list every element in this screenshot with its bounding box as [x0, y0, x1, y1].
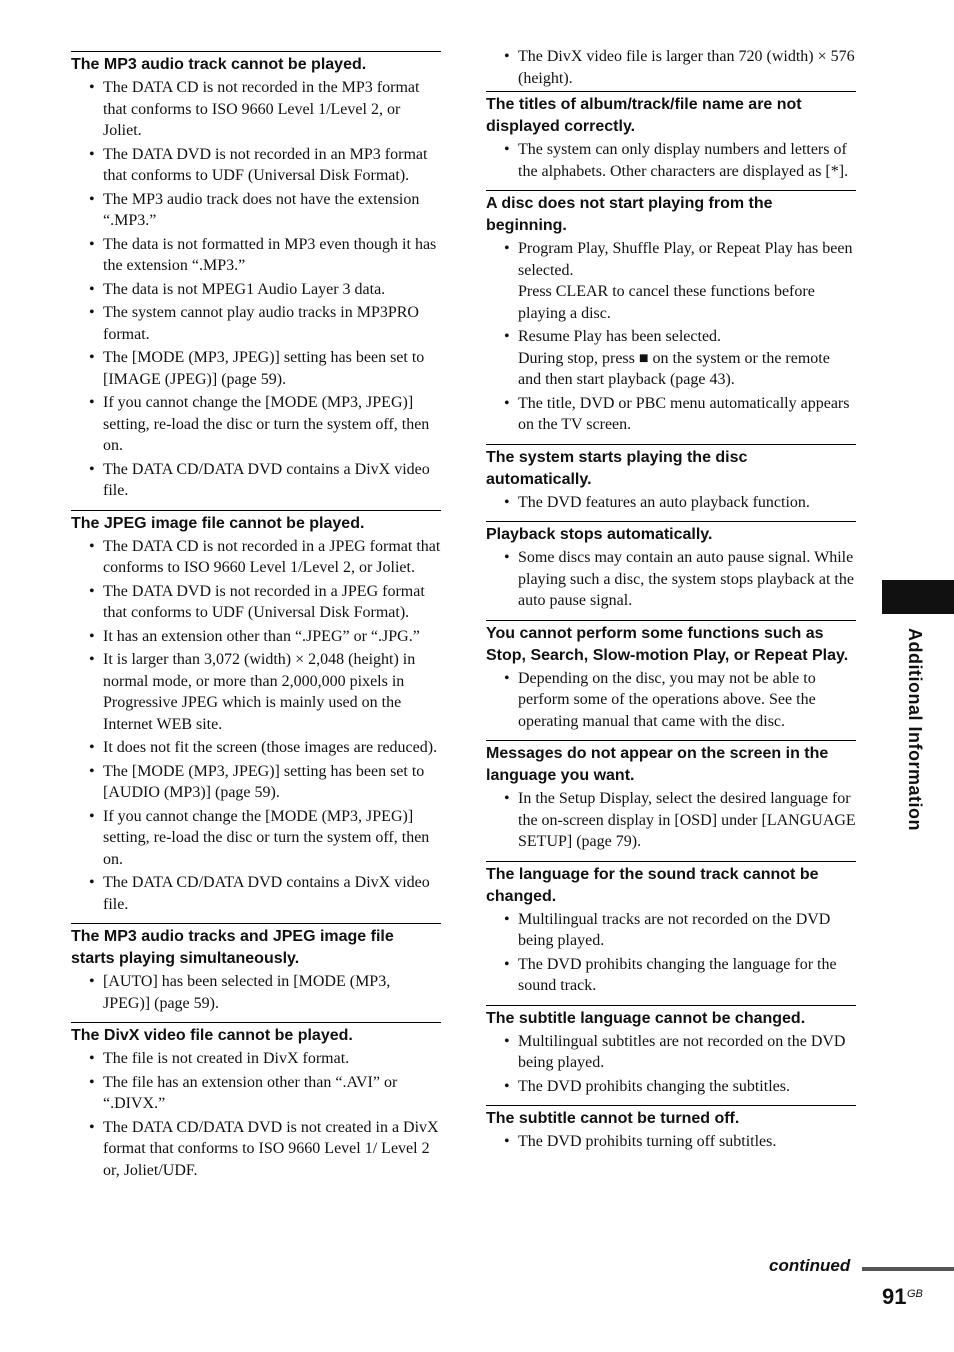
section-list: [71, 77, 441, 502]
continued-label: continued: [769, 1256, 851, 1275]
list-item-text: The DATA DVD is not recorded in an MP3 format that conforms to UDF (Universal Disk Format).: [103, 145, 428, 184]
bullet-icon: •: [89, 190, 95, 208]
bullet-icon: •: [504, 493, 510, 511]
troubleshooting-section: [486, 91, 856, 182]
right-sections: [486, 91, 856, 1153]
bullet-icon: •: [504, 141, 510, 158]
section-heading: The DivX video file cannot be played.: [71, 1027, 353, 1044]
list-item: [71, 1072, 441, 1115]
list-item-text: The MP3 audio track does not have the extension “.MP3.”: [103, 190, 420, 229]
troubleshooting-section: [486, 620, 856, 733]
list-item-text: Resume Play has been selected.: [518, 328, 722, 345]
list-item: [486, 492, 856, 514]
list-item: [71, 806, 441, 871]
list-item-text: The DATA CD/DATA DVD contains a DivX video file.: [103, 460, 430, 499]
bullet-icon: •: [89, 280, 95, 298]
list-item-text: The data is not MPEG1 Audio Layer 3 data.: [103, 280, 386, 298]
bullet-icon: •: [504, 240, 510, 257]
list-item: [71, 279, 441, 301]
left-column: [71, 42, 441, 1189]
list-item-text: The DVD prohibits turning off subtitles.: [518, 1133, 777, 1150]
list-item-text: The DATA CD/DATA DVD contains a DivX video file.: [103, 874, 430, 913]
troubleshooting-section: [486, 444, 856, 514]
bullet-icon: •: [504, 669, 510, 687]
section-heading: The subtitle language cannot be changed.: [486, 1009, 806, 1027]
list-item-text: It is larger than 3,072 (width) × 2,048 (height) in normal mode, or more than 2,000,000 pixels in Progressive JPEG which is mainly used on the Internet WEB site.: [103, 651, 416, 733]
bullet-icon: •: [89, 79, 95, 96]
bullet-icon: •: [504, 328, 510, 345]
bullet-icon: •: [89, 537, 95, 555]
section-list: [486, 547, 856, 612]
section-list: [486, 492, 856, 514]
list-item: [71, 1048, 441, 1070]
list-item: [486, 139, 856, 182]
troubleshooting-section: [486, 521, 856, 612]
bullet-icon: •: [89, 145, 95, 163]
section-heading: The subtitle cannot be turned off.: [486, 1110, 740, 1127]
bullet-icon: •: [504, 394, 510, 412]
section-heading: A disc does not start playing from the beginning.: [486, 195, 773, 234]
section-list: [71, 536, 441, 916]
troubleshooting-section: [71, 510, 441, 916]
list-item: [486, 788, 856, 853]
right-column: [486, 42, 856, 1161]
list-item-text: The [MODE (MP3, JPEG)] setting has been set to [IMAGE (JPEG)] (page 59).: [103, 349, 425, 388]
section-list: [486, 238, 856, 436]
list-item: [71, 581, 441, 624]
list-item-text: The DVD features an auto playback function.: [518, 493, 810, 511]
section-heading: You cannot perform some functions such as Stop, Search, Slow-motion Play, or Repeat Play.: [486, 624, 849, 664]
list-item: [71, 1117, 441, 1182]
list-item: [486, 1031, 856, 1074]
list-item: [486, 1131, 856, 1153]
list-item: [71, 77, 441, 142]
list-item-text: The data is not formatted in MP3 even though it has the extension “.MP3.”: [103, 235, 437, 274]
section-heading: The JPEG image file cannot be played.: [71, 514, 365, 532]
list-item: [486, 954, 856, 997]
troubleshooting-section: [486, 1105, 856, 1153]
list-item-text: In the Setup Display, select the desired language for the on-screen display in [OSD] under [LANGUAGE SETUP] (page 79).: [518, 790, 856, 850]
list-item-text: The system cannot play audio tracks in MP3PRO format.: [103, 304, 419, 343]
list-item-text: The DATA CD/DATA DVD is not created in a DivX format that conforms to ISO 9660 Level 1/ Level 2 or, Joliet/UDF.: [103, 1118, 439, 1179]
troubleshooting-section: [71, 51, 441, 502]
section-heading: The system starts playing the disc automatically.: [486, 448, 748, 488]
section-tab-label: Additional Information: [905, 628, 925, 831]
bullet-icon: •: [89, 349, 95, 366]
section-list: [71, 1048, 441, 1181]
list-item: [71, 144, 441, 187]
bullet-icon: •: [504, 955, 510, 973]
list-item: [71, 392, 441, 457]
list-item: [71, 737, 441, 759]
bullet-icon: •: [504, 1032, 510, 1050]
section-heading: The MP3 audio tracks and JPEG image file starts playing simultaneously.: [71, 928, 394, 967]
section-heading: Messages do not appear on the screen in the language you want.: [486, 745, 829, 784]
list-item: [71, 971, 441, 1014]
troubleshooting-section: [486, 861, 856, 997]
list-item: [486, 46, 856, 89]
list-item-text: The DVD prohibits changing the language for the sound track.: [518, 955, 837, 994]
bullet-icon: •: [89, 1118, 95, 1136]
bullet-icon: •: [89, 460, 95, 478]
section-list: [486, 668, 856, 733]
list-item-text: Depending on the disc, you may not be able to perform some of the operations above. See the operating manual that came with the disc.: [518, 669, 816, 730]
list-item-text: Program Play, Shuffle Play, or Repeat Play has been selected.: [518, 240, 853, 279]
list-item: [486, 668, 856, 733]
list-item-text: It does not fit the screen (those images are reduced).: [103, 739, 438, 756]
list-item-text: The title, DVD or PBC menu automatically appears on the TV screen.: [518, 394, 850, 433]
bullet-icon: •: [89, 973, 95, 990]
right-intro-list: [486, 46, 856, 89]
list-item: [486, 909, 856, 952]
bullet-icon: •: [89, 235, 95, 253]
list-item-text: The system can only display numbers and letters of the alphabets. Other characters are displayed as [*].: [518, 141, 849, 180]
bullet-icon: •: [504, 1133, 510, 1150]
list-item-text: The file has an extension other than “.AVI” or “.DIVX.”: [103, 1073, 398, 1112]
list-item-text: The file is not created in DivX format.: [103, 1050, 350, 1067]
list-item-note: Press CLEAR to cancel these functions before playing a disc.: [518, 283, 815, 322]
troubleshooting-section: [486, 1005, 856, 1098]
bullet-icon: •: [504, 1077, 510, 1095]
list-item-text: The DATA CD is not recorded in the MP3 format that conforms to ISO 9660 Level 1/Level 2, or Joliet.: [103, 79, 420, 139]
list-item-text: The [MODE (MP3, JPEG)] setting has been set to [AUDIO (MP3)] (page 59).: [103, 762, 425, 801]
list-item-text: Multilingual subtitles are not recorded on the DVD being played.: [518, 1032, 846, 1071]
list-item-text: It has an extension other than “.JPEG” or “.JPG.”: [103, 627, 420, 645]
section-heading: The titles of album/track/file name are not displayed correctly.: [486, 96, 802, 135]
bullet-icon: •: [89, 874, 95, 891]
list-item-text: Multilingual tracks are not recorded on the DVD being played.: [518, 910, 831, 949]
troubleshooting-section: [71, 1022, 441, 1181]
list-item: [486, 326, 856, 391]
list-item: [486, 238, 856, 324]
list-item: [71, 626, 441, 648]
list-item: [486, 393, 856, 436]
bullet-icon: •: [89, 651, 95, 668]
list-item: [486, 547, 856, 612]
list-item-text: The DVD prohibits changing the subtitles.: [518, 1077, 790, 1095]
bullet-icon: •: [504, 910, 510, 928]
section-heading: The MP3 audio track cannot be played.: [71, 56, 367, 73]
list-item: [71, 302, 441, 345]
list-item: [71, 872, 441, 915]
section-list: [486, 909, 856, 997]
list-item-text: The DATA CD is not recorded in a JPEG format that conforms to ISO 9660 Level 1/Level 2, or Joliet.: [103, 537, 441, 576]
section-heading: The language for the sound track cannot be changed.: [486, 865, 819, 905]
troubleshooting-section: [71, 923, 441, 1014]
section-list: [486, 139, 856, 182]
list-item-text: The DATA DVD is not recorded in a JPEG format that conforms to UDF (Universal Disk Format).: [103, 582, 425, 621]
list-item-text: [AUTO] has been selected in [MODE (MP3, JPEG)] (page 59).: [103, 973, 391, 1012]
list-item-text: The DivX video file is larger than 720 (width) × 576 (height).: [518, 48, 855, 87]
bullet-icon: •: [89, 762, 95, 780]
section-heading: Playback stops automatically.: [486, 526, 713, 543]
section-list: [486, 1031, 856, 1098]
bullet-icon: •: [89, 627, 95, 645]
section-list: [486, 788, 856, 853]
bullet-icon: •: [89, 582, 95, 600]
bullet-icon: •: [504, 48, 510, 65]
bullet-icon: •: [89, 807, 95, 825]
bullet-icon: •: [89, 1073, 95, 1091]
list-item: [71, 234, 441, 277]
troubleshooting-section: [486, 740, 856, 853]
list-item-text: If you cannot change the [MODE (MP3, JPEG)] setting, re-load the disc or turn the system off, then on.: [103, 394, 430, 454]
list-item: [71, 189, 441, 232]
bullet-icon: •: [89, 1050, 95, 1067]
list-item: [71, 649, 441, 735]
continued-rule: [862, 1267, 954, 1271]
bullet-icon: •: [89, 304, 95, 321]
list-item: [486, 1076, 856, 1098]
bullet-icon: •: [504, 790, 510, 807]
list-item-note: During stop, press ■ on the system or the remote and then start playback (page 43).: [518, 349, 830, 388]
bullet-icon: •: [89, 394, 95, 411]
page-number-suffix: GB: [907, 1288, 923, 1300]
list-item: [71, 347, 441, 390]
troubleshooting-section: [486, 190, 856, 436]
section-list: [71, 971, 441, 1014]
list-item: [71, 459, 441, 502]
bullet-icon: •: [504, 549, 510, 566]
page-number: 91: [882, 1284, 907, 1309]
list-item: [71, 761, 441, 804]
bullet-icon: •: [89, 739, 95, 756]
list-item-text: If you cannot change the [MODE (MP3, JPEG)] setting, re-load the disc or turn the system off, then on.: [103, 807, 430, 868]
list-item-text: Some discs may contain an auto pause signal. While playing such a disc, the system stops playback at the auto pause signal.: [518, 549, 854, 609]
section-tab-marker: [882, 580, 954, 614]
section-list: [486, 1131, 856, 1153]
list-item: [71, 536, 441, 579]
